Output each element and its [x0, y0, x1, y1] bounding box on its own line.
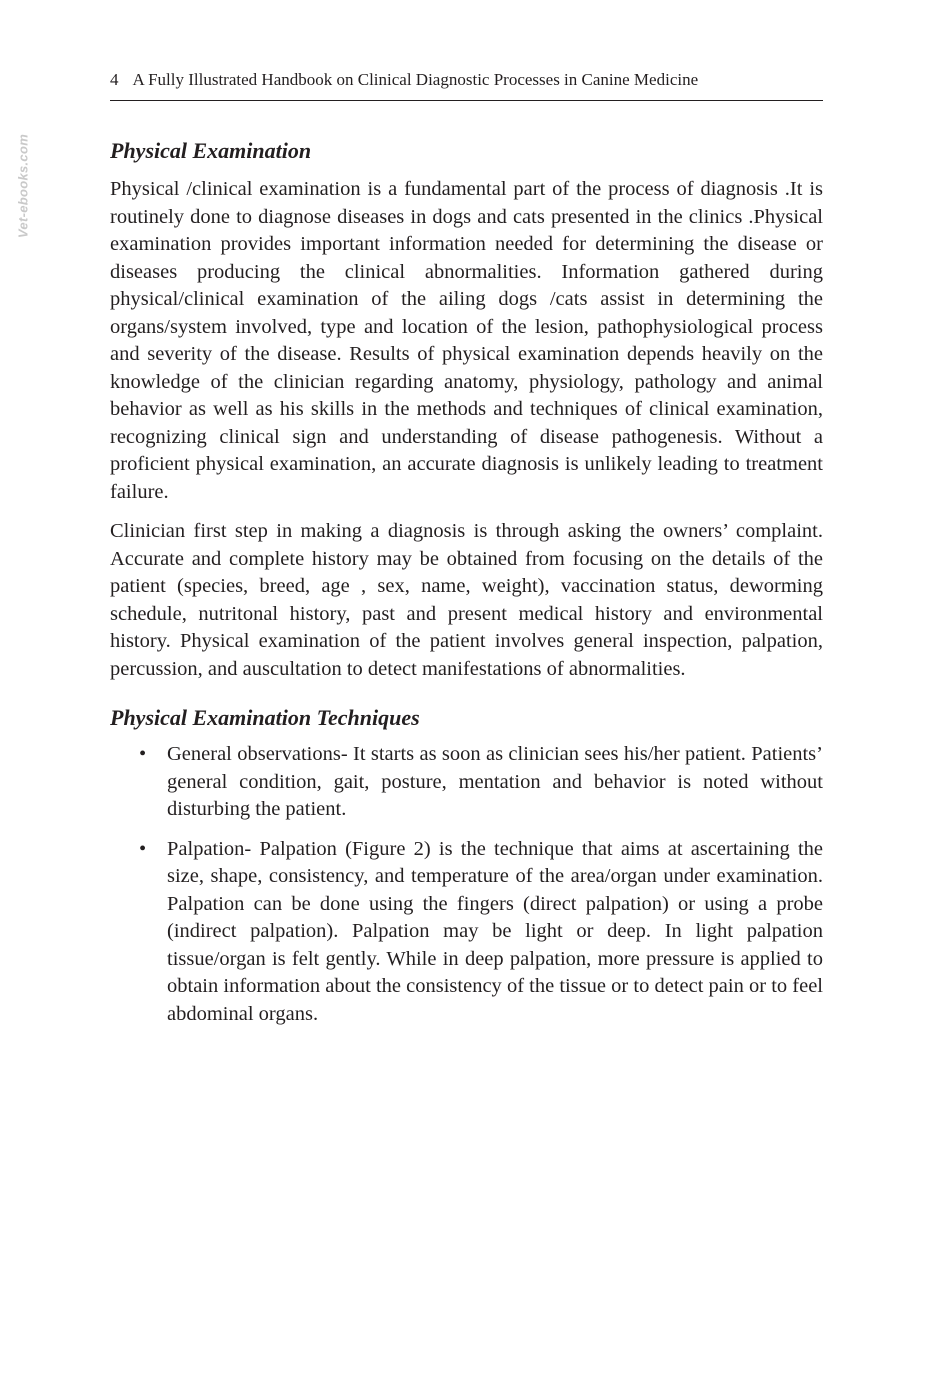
- list-item: [110, 836, 823, 1029]
- bullet-icon: •: [139, 837, 147, 860]
- section-heading-physical-examination: Physical Examination: [110, 138, 312, 163]
- running-head: [110, 68, 823, 101]
- section-heading-examination-techniques: Physical Examination Techniques: [110, 705, 420, 730]
- body-paragraph: Clinician first step in making a diagnosis is through asking the owners’ complaint. Accurate and complete history may be obtained from focusing on the details of the patient (species, breed, age , sex, name, weight), vaccination status, deworming schedule, nutritonal history, past and present medical history and environmental history. Physical examination of the patient involves general inspection, palpation, percussion, and auscultation to detect manifestations of abnormalities.: [110, 520, 823, 680]
- watermark-logo: [8, 126, 38, 246]
- bullet-icon: •: [139, 743, 147, 765]
- techniques-list: [110, 741, 823, 1028]
- list-item-text: Palpation- Palpation (Figure 2) is the technique that aims at ascertaining the size, shape, consistency, and temperature of the area/organ under examination. Palpation can be done using the fingers (direct palpation) or using a probe (indirect palpation). Palpation may be light or deep. In light palpation tissue/organ is felt gently. While in deep palpation, more pressure is applied to obtain information about the consistency of the tissue or to detect pain or to feel abdominal organs.: [167, 837, 823, 1025]
- body-paragraph: Physical /clinical examination is a fundamental part of the process of diagnosis .It is routinely done to diagnose diseases in dogs and cats presented in the clinics .Physical examination provides important information needed for determining the disease or diseases producing the clinical abnormalities. Information gathered during physical/clinical examination of the ailing dogs /cats assist in determining the organs/system involved, type and location of the lesion, pathophysiological process and severity of the disease. Results of physical examination depends heavily on the knowledge of the clinician regarding anatomy, physiology, pathology and animal behavior as well as his skills in the methods and techniques of clinical examination, recognizing clinical sign and understanding of disease pathogenesis. Without a proficient physical examination, an accurate diagnosis is unlikely leading to treatment failure.: [110, 178, 823, 503]
- running-title: A Fully Illustrated Handbook on Clinical Diagnostic Processes in Canine Medicine: [132, 70, 699, 89]
- page-content: [110, 136, 823, 1040]
- list-item-text: General observations- It starts as soon as clinician sees his/her patient. Patients’ general condition, gait, posture, mentation and behavior is noted without disturbing the patient.: [167, 743, 823, 820]
- page-number: 4: [110, 70, 119, 89]
- watermark-text: Vet-ebooks.com: [15, 133, 31, 239]
- list-item: [110, 741, 823, 824]
